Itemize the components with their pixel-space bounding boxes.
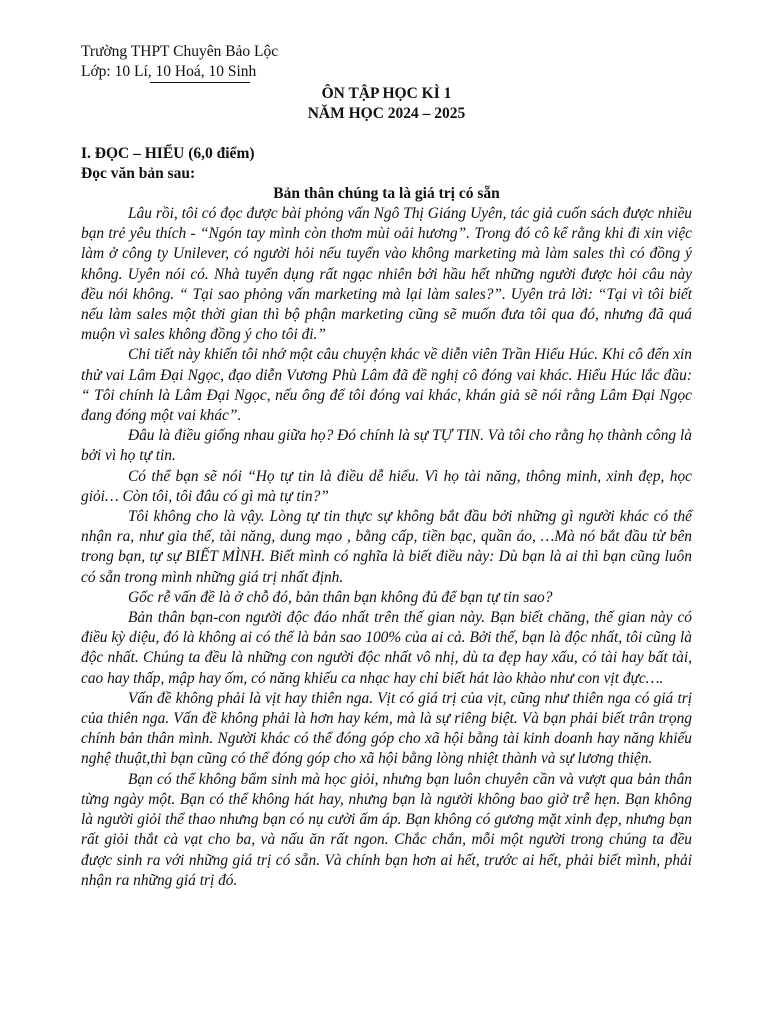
school-year-title: NĂM HỌC 2024 – 2025	[307, 105, 466, 122]
passage-paragraph: Bản thân bạn-con người độc đáo nhất trên thế gian này. Bạn biết chăng, thế gian này có điều kỳ diệu, đó là không ai có thể là bản sao 100% của ai cả. Bởi thế, bạn là độc nhất, tôi cũng là độc nhất. Chúng ta đều là những con người độc nhất vô nhị, dù ta đẹp hay xấu, có tài hay bất tài, cao hay thấp, mập hay ốm, có năng khiếu ca nhạc hay chỉ biết hát lào khào như con vịt đực….	[81, 609, 692, 687]
passage-paragraph: Bạn có thể không bẩm sinh mà học giỏi, nhưng bạn luôn chuyên cần và vượt qua bản thân từng ngày một. Bạn có thể không hát hay, nhưng bạn là người không bao giờ trễ hẹn. Bạn không là người giỏi thể thao nhưng bạn có nụ cười ấm áp. Bạn không có gương mặt xinh đẹp, nhưng bạn rất giỏi thắt cà vạt cho ba, và nấu ăn rất ngon. Chắc chắn, mỗi một người trong chúng ta đều được sinh ra với những giá trị có sẵn. Và chính bạn hơn ai hết, trước ai hết, phải biết mình, phải nhận ra những giá trị đó.	[81, 770, 692, 889]
exam-title: ÔN TẬP HỌC KÌ 1	[321, 85, 452, 102]
passage-body	[81, 204, 692, 891]
passage-paragraph: Tôi không cho là vậy. Lòng tự tin thực sự không bắt đầu bởi những gì người khác có thể nhận ra, như gia thế, tài năng, dung mạo , bằng cấp, tiền bạc, quần áo, …Mà nó bắt đầu từ bên trong bạn, tự sự BIẾT MÌNH. Biết mình có nghĩa là biết điều này: Dù bạn là ai thì bạn cũng luôn có sẵn trong mình những giá trị nhất định.	[81, 508, 692, 586]
class-underline	[150, 82, 250, 83]
passage-title: Bản thân chúng ta là giá trị có sẵn	[273, 185, 500, 202]
class-line: Lớp: 10 Lí, 10 Hoá, 10 Sinh	[81, 63, 257, 80]
passage-paragraph: Chi tiết này khiến tôi nhớ một câu chuyện khác về diễn viên Trần Hiểu Húc. Khi cô đến xin thử vai Lâm Đại Ngọc, đạo diễn Vương Phù Lâm đã đề nghị cô đóng vai khác. Hiểu Húc lắc đầu: “ Tôi chính là Lâm Đại Ngọc, nếu ông để tôi đóng vai khác, khán giả sẽ nói rằng Lâm Đại Ngọc đang đóng một vai khác”.	[81, 346, 692, 425]
passage-paragraph: Vấn đề không phải là vịt hay thiên nga. Vịt có giá trị của vịt, cũng như thiên nga có giá trị của thiên nga. Vấn đề không phải là hơn hay kém, mà là sự riêng biệt. Và bạn phải biết trân trọng chính bản thân mình. Người khác có thể đóng góp cho xã hội bằng tài kinh doanh hay năng khiếu nghệ thuật,thì bạn cũng có thể đóng góp cho xã hội bằng lòng nhiệt thành và sự lương thiện.	[81, 689, 692, 768]
section-instruction: Đọc văn bản sau:	[81, 165, 196, 182]
passage-paragraph: Lâu rồi, tôi có đọc được bài phỏng vấn Ngô Thị Giáng Uyên, tác giả cuốn sách được nhiều bạn trẻ yêu thích - “Ngón tay mình còn thơm mùi oải hương”. Trong đó cô kể rằng khi đi xin việc làm ở công ty Unilever, có người hỏi nếu tuyển vào không marketing mà làm sales thì có đồng ý không. Uyên nói có. Nhà tuyển dụng rất ngạc nhiên bởi hầu hết những người được hỏi câu này đều nói không. “ Tại sao phỏng vấn marketing mà lại làm sales?”. Uyên trả lời: “Tại vì tôi biết nếu làm sales một thời gian thì bộ phận marketing cũng sẽ muốn đưa tôi qua đó, nhưng đã quá muộn vì sales không đồng ý cho tôi đi.”	[81, 205, 692, 344]
passage-paragraph: Gốc rễ vấn đề là ở chỗ đó, bản thân bạn không đủ để bạn tự tin sao?	[128, 588, 553, 606]
school-name: Trường THPT Chuyên Bảo Lộc	[81, 43, 279, 60]
section-heading: I. ĐỌC – HIỂU (6,0 điểm)	[81, 145, 255, 162]
passage-paragraph: Đâu là điều giống nhau giữa họ? Đó chính là sự TỰ TIN. Và tôi cho rằng họ thành công là bởi vì họ tự tin.	[81, 427, 692, 465]
passage-paragraph: Có thể bạn sẽ nói “Họ tự tin là điều dễ hiểu. Vì họ tài năng, thông minh, xinh đẹp, học giỏi… Còn tôi, tôi đâu có gì mà tự tin?”	[81, 467, 692, 505]
